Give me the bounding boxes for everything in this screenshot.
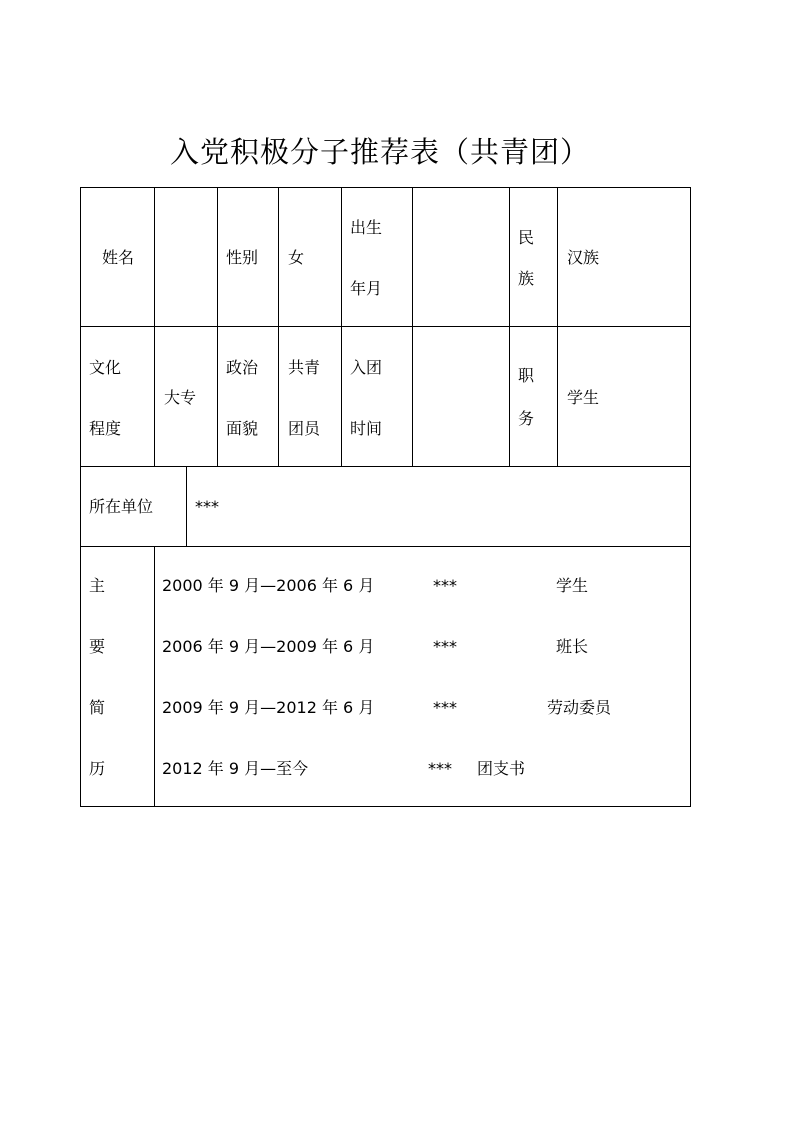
column-divider [154, 546, 155, 807]
column-divider [186, 466, 187, 547]
resume-role: 班长 [556, 637, 589, 656]
political-status-value-line2[interactable]: 团员 [288, 419, 321, 438]
position-value[interactable]: 学生 [567, 388, 600, 407]
resume-org: *** [433, 698, 457, 717]
join-date-label-line1: 入团 [350, 358, 383, 377]
political-status-label-line1: 政治 [226, 358, 259, 377]
ethnic-label-line2: 族 [518, 269, 535, 288]
resume-role: 团支书 [477, 759, 526, 778]
column-divider [557, 187, 558, 467]
resume-period: 2009 年 9 月—2012 年 6 月 [162, 698, 375, 717]
position-label-line1: 职 [518, 366, 535, 385]
resume-period: 2006 年 9 月—2009 年 6 月 [162, 637, 375, 656]
education-value[interactable]: 大专 [164, 388, 197, 407]
resume-org: *** [428, 759, 452, 778]
ethnic-value[interactable]: 汉族 [567, 248, 600, 267]
political-status-value-line1[interactable]: 共青 [288, 358, 321, 377]
resume-period: 2000 年 9 月—2006 年 6 月 [162, 576, 375, 595]
row-divider [80, 326, 691, 327]
ethnic-label-line1: 民 [518, 228, 535, 247]
column-divider [509, 187, 510, 467]
position-label-line2: 务 [518, 409, 535, 428]
column-divider [341, 187, 342, 467]
name-label: 姓名 [102, 248, 135, 267]
unit-label: 所在单位 [89, 497, 154, 516]
resume-label-char: 要 [89, 637, 106, 656]
resume-label-char: 历 [89, 759, 106, 778]
political-status-label-line2: 面貌 [226, 419, 259, 438]
row-divider [80, 466, 691, 467]
column-divider [278, 187, 279, 467]
resume-role: 劳动委员 [547, 698, 612, 717]
unit-value[interactable]: *** [195, 497, 219, 516]
gender-label: 性别 [226, 248, 259, 267]
education-label-line2: 程度 [89, 419, 122, 438]
column-divider [217, 187, 218, 467]
resume-role: 学生 [556, 576, 589, 595]
resume-label-char: 主 [89, 576, 106, 595]
resume-label-char: 简 [89, 698, 106, 717]
gender-value[interactable]: 女 [288, 248, 305, 267]
resume-org: *** [433, 576, 457, 595]
column-divider [412, 187, 413, 467]
resume-period: 2012 年 9 月—至今 [162, 759, 309, 778]
resume-org: *** [433, 637, 457, 656]
row-divider [80, 546, 691, 547]
column-divider [154, 187, 155, 467]
birth-label-line2: 年月 [350, 279, 383, 298]
join-date-label-line2: 时间 [350, 419, 383, 438]
birth-label-line1: 出生 [350, 218, 383, 237]
education-label-line1: 文化 [89, 358, 122, 377]
form-title: 入党积极分子推荐表（共青团） [169, 135, 590, 169]
